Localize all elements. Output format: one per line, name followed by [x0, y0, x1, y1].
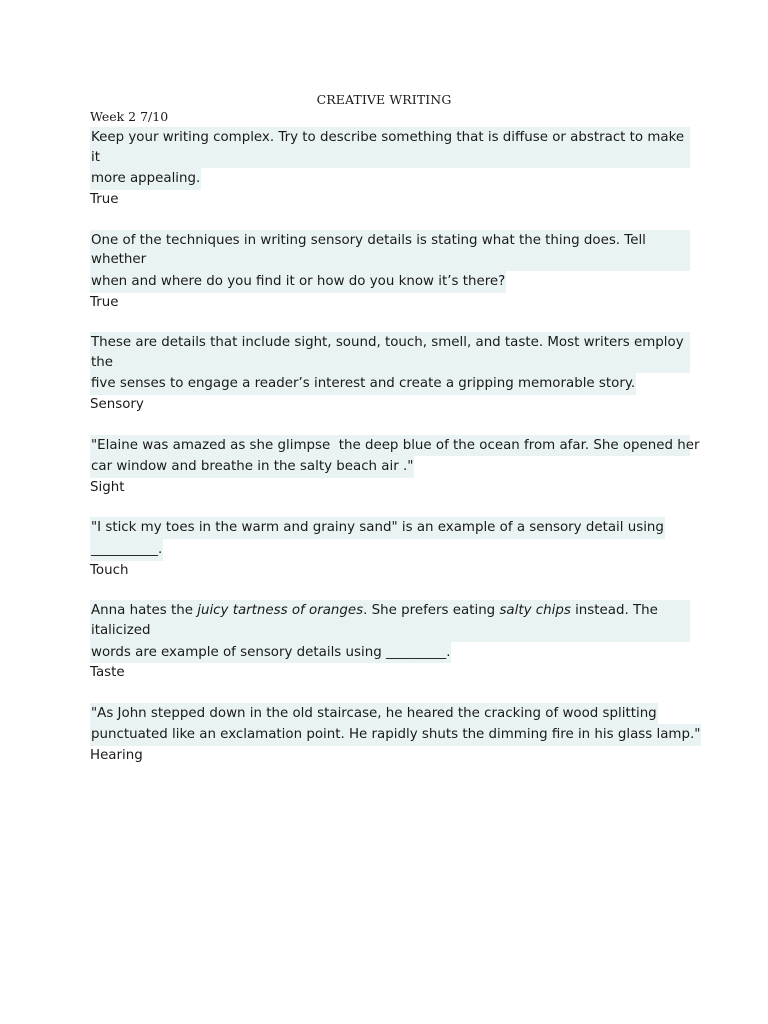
- question-item-5: [90, 517, 690, 580]
- answer-text: True: [90, 192, 119, 208]
- question-line: One of the techniques in writing sensory details is stating what the thing does. Tell whether: [90, 230, 690, 271]
- question-text: instead. The italicized: [91, 603, 658, 638]
- question-line: "Elaine was amazed as she glimpse the deep blue of the ocean from afar. She opened her: [90, 435, 690, 457]
- question-line: words are example of sensory details using _________.: [90, 642, 451, 664]
- answer-text: Taste: [90, 665, 125, 681]
- question-text: . She prefers eating: [363, 603, 500, 619]
- answer-text: Sight: [90, 479, 125, 495]
- question-line: five senses to engage a reader’s interest and create a gripping memorable story.: [90, 373, 636, 395]
- question-line: punctuated like an exclamation point. He rapidly shuts the dimming fire in his glass lamp.": [90, 724, 701, 746]
- question-item-1: [90, 127, 690, 210]
- document-subtitle: Week 2 7/10: [90, 109, 169, 124]
- italic-phrase-oranges: juicy tartness of oranges: [197, 603, 364, 619]
- question-item-6: [90, 600, 690, 683]
- question-line: more appealing.: [90, 168, 201, 190]
- question-list: [90, 127, 701, 785]
- question-item-4: [90, 435, 700, 498]
- question-line: when and where do you find it or how do you know it’s there?: [90, 271, 506, 293]
- question-line: "As John stepped down in the old staircase, he heared the cracking of wood splitting: [90, 703, 658, 725]
- question-line: car window and breathe in the salty beach air .": [90, 456, 414, 478]
- question-text: Anna hates the: [91, 603, 198, 619]
- question-line: __________.: [90, 539, 163, 561]
- answer-text: Sensory: [90, 397, 144, 413]
- question-line: These are details that include sight, sound, touch, smell, and taste. Most writers employ the: [90, 332, 690, 373]
- question-item-2: [90, 230, 690, 313]
- document-title: CREATIVE WRITING: [316, 92, 452, 107]
- answer-text: Touch: [90, 562, 129, 578]
- answer-text: Hearing: [90, 748, 143, 763]
- question-line: "I stick my toes in the warm and grainy sand" is an example of a sensory detail using: [90, 517, 665, 539]
- answer-text: True: [90, 294, 119, 310]
- question-line: [90, 600, 690, 641]
- question-line: Keep your writing complex. Try to describe something that is diffuse or abstract to make it: [90, 127, 690, 168]
- question-item-7: [90, 703, 701, 766]
- question-item-3: [90, 332, 690, 415]
- italic-phrase-chips: salty chips: [499, 603, 571, 619]
